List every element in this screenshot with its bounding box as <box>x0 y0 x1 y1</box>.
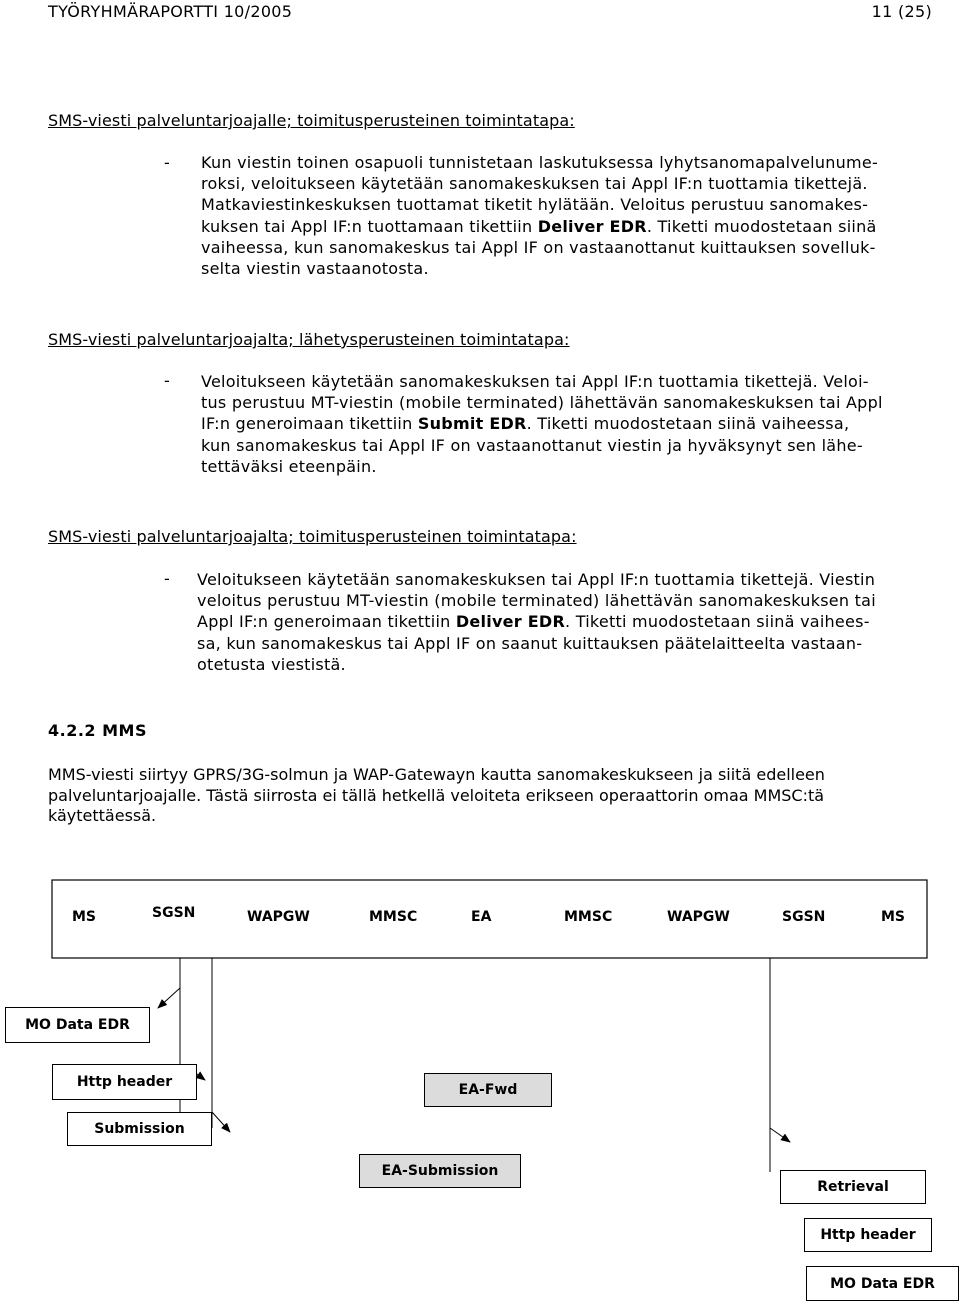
text-line: Matkaviestinkeskuksen tuottamat tiketit hylätään. Veloitus perustuu sanomakes- <box>201 195 869 215</box>
entity-mmsc-right: MMSC <box>564 909 613 925</box>
text-line: palveluntarjoajalle. Tästä siirrosta ei tällä hetkellä veloiteta erikseen operaattorin omaa MMSC:tä <box>48 785 825 805</box>
entity-sgsn-right: SGSN <box>782 909 826 925</box>
subsection-paragraph <box>48 765 948 827</box>
entity-wapgw-right: WAPGW <box>667 909 730 925</box>
arrow-mo-data-edr <box>158 988 180 1008</box>
message-submission: Submission <box>67 1112 212 1146</box>
entity-ms-left: MS <box>72 909 97 925</box>
text-line <box>197 611 949 632</box>
entity-ea: EA <box>471 909 492 925</box>
entity-sgsn-left: SGSN <box>152 905 196 921</box>
bullet-dash-1: - <box>164 153 170 172</box>
text-line: kun sanomakeskus tai Appl IF on vastaanottanut viestin ja hyväksynyt sen lähe- <box>201 435 863 455</box>
text-line: tus perustuu MT-viestin (mobile terminated) lähettävän sanomakeskuksen tai Appl <box>201 393 883 413</box>
text-segment: Appl IF:n generoimaan tikettiin <box>197 612 451 632</box>
message-http-header-right: Http header <box>804 1218 932 1252</box>
bullet-paragraph-2 <box>201 371 953 477</box>
entity-wapgw-left: WAPGW <box>247 909 310 925</box>
subsection-title: 4.2.2 MMS <box>48 721 147 740</box>
text-line: vaiheessa, kun sanomakeskus tai Appl IF on vastaanottanut kuittauksen sovelluk- <box>201 237 876 257</box>
message-retrieval: Retrieval <box>780 1170 926 1204</box>
text-segment: kuksen tai Appl IF:n tuottamaan tikettiin <box>201 216 533 236</box>
bullet-paragraph-1 <box>201 152 953 279</box>
text-segment: . Tiketti muodostetaan siinä <box>646 216 877 236</box>
text-line: veloitus perustuu MT-viestin (mobile terminated) lähettävän sanomakeskuksen tai <box>197 591 876 611</box>
bullet-dash-2: - <box>164 371 170 390</box>
text-line <box>201 413 953 434</box>
text-line: roksi, veloitukseen käytetään sanomakeskuksen tai Appl IF:n tuottamia tikettejä. <box>201 174 868 194</box>
text-line <box>201 216 953 237</box>
entity-mmsc-left: MMSC <box>369 909 418 925</box>
bold-term: Deliver EDR <box>537 216 647 236</box>
text-line: selta viestin vastaanotosta. <box>201 259 429 279</box>
document-header-title: TYÖRYHMÄRAPORTTI 10/2005 <box>48 2 293 21</box>
message-mo-data-edr-right: MO Data EDR <box>806 1266 959 1301</box>
text-line: otetusta viestistä. <box>197 654 346 674</box>
section-heading-1: SMS-viesti palveluntarjoajalle; toimitusperusteinen toimintatapa: <box>48 111 575 130</box>
message-ea-fwd: EA-Fwd <box>424 1073 552 1107</box>
bullet-paragraph-3 <box>197 569 949 675</box>
text-line: tettäväksi eteenpäin. <box>201 456 377 476</box>
page-number: 11 (25) <box>871 2 932 21</box>
message-http-header: Http header <box>52 1064 197 1100</box>
bold-term: Submit EDR <box>417 414 527 434</box>
mms-sequence-diagram <box>0 870 960 1302</box>
arrow-retrieval <box>770 1128 790 1142</box>
arrow-submission <box>212 1112 230 1132</box>
text-segment: IF:n generoimaan tikettiin <box>201 414 413 434</box>
section-heading-3: SMS-viesti palveluntarjoajalta; toimitusperusteinen toimintatapa: <box>48 527 577 546</box>
bold-term: Deliver EDR <box>455 612 566 632</box>
text-line: Kun viestin toinen osapuoli tunnistetaan laskutuksessa lyhytsanomapalvelunume- <box>201 153 878 172</box>
message-mo-data-edr: MO Data EDR <box>5 1007 150 1043</box>
entity-ms-right: MS <box>881 909 906 925</box>
text-line: käytettäessä. <box>48 806 157 825</box>
text-segment: . Tiketti muodostetaan siinä vaiheessa, <box>526 414 850 434</box>
bullet-dash-3: - <box>164 569 170 588</box>
text-line: Veloitukseen käytetään sanomakeskuksen tai Appl IF:n tuottamia tikettejä. Veloi- <box>201 372 869 391</box>
section-heading-2: SMS-viesti palveluntarjoajalta; lähetysperusteinen toimintatapa: <box>48 330 570 349</box>
text-line: Veloitukseen käytetään sanomakeskuksen tai Appl IF:n tuottamia tikettejä. Viestin <box>197 570 876 589</box>
text-line: sa, kun sanomakeskus tai Appl IF on saanut kuittauksen päätelaitteelta vastaan- <box>197 633 863 653</box>
text-line: MMS-viesti siirtyy GPRS/3G-solmun ja WAP-Gatewayn kautta sanomakeskukseen ja siitä edelleen <box>48 765 825 784</box>
message-ea-submission: EA-Submission <box>359 1154 521 1188</box>
text-segment: . Tiketti muodostetaan siinä vaihees- <box>565 612 870 632</box>
